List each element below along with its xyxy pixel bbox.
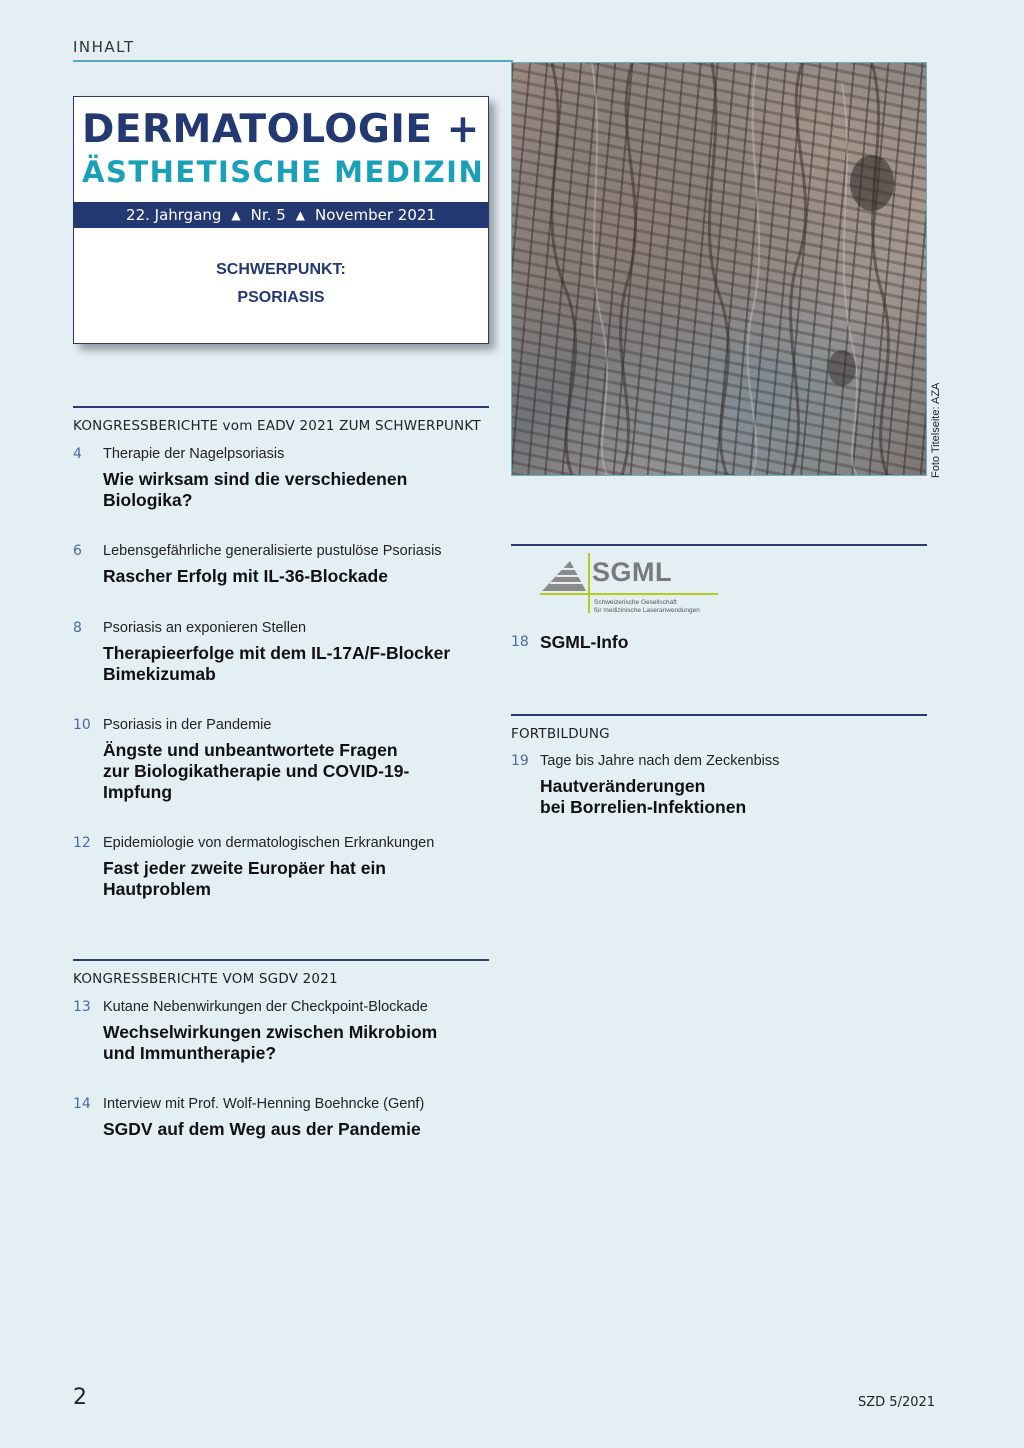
- journal-title-line2: ÄSTHETISCHE MEDIZIN: [82, 155, 485, 189]
- entry-kicker: Therapie der Nagelpsoriasis: [103, 446, 285, 462]
- issue-band: [74, 202, 488, 228]
- title-line: und Immuntherapie?: [103, 1043, 277, 1063]
- section-label-fortbildung: FORTBILDUNG: [511, 726, 610, 742]
- issue-number: Nr. 5: [250, 206, 286, 224]
- entry-page-number: 18: [511, 634, 529, 650]
- volume: 22. Jahrgang: [126, 206, 222, 224]
- section-label-sgdv: KONGRESSBERICHTE VOM SGDV 2021: [73, 971, 338, 987]
- header-rule: [73, 60, 513, 62]
- entry-page-number: 13: [73, 999, 91, 1015]
- title-line: Biologika?: [103, 490, 193, 510]
- entry-page-number: 14: [73, 1096, 91, 1112]
- entry-page-number: 8: [73, 620, 82, 636]
- title-line: Fast jeder zweite Europäer hat ein: [103, 858, 386, 878]
- title-line: Ängste und unbeantwortete Fragen: [103, 740, 398, 760]
- journal-title-box: [73, 96, 489, 344]
- title-line: Bimekizumab: [103, 664, 216, 684]
- sgml-subtitle: [594, 599, 724, 614]
- logo-bar: [540, 593, 718, 595]
- cover-photo: [511, 62, 927, 476]
- issue-reference: SZD 5/2021: [858, 1395, 936, 1410]
- sgml-mountain-icon: [540, 559, 588, 593]
- entry-page-number: 4: [73, 446, 82, 462]
- section-label-eadv: KONGRESSBERICHTE vom EADV 2021 ZUM SCHWERPUNKT: [73, 418, 481, 434]
- sgml-subtitle-line: für medizinische Laseranwendungen: [594, 606, 700, 614]
- entry-kicker: Interview mit Prof. Wolf-Henning Boehncke (Genf): [103, 1096, 425, 1112]
- bark-texture: [512, 63, 926, 475]
- entry-kicker: Epidemiologie von dermatologischen Erkrankungen: [103, 835, 435, 851]
- issue-date: November 2021: [314, 206, 436, 224]
- title-line: SGDV auf dem Weg aus der Pandemie: [103, 1119, 421, 1139]
- title-line: Hautveränderungen: [540, 776, 706, 796]
- photo-credit: Foto Titelseite: AZA: [930, 382, 942, 478]
- triangle-icon: ▲: [295, 208, 305, 222]
- entry-title-link[interactable]: [103, 643, 493, 685]
- section-rule: [511, 714, 927, 716]
- entry-title-link[interactable]: [540, 776, 930, 818]
- entry-title-link[interactable]: [103, 1022, 493, 1064]
- entry-page-number: 10: [73, 717, 91, 733]
- title-line: zur Biologikatherapie und COVID-19-: [103, 761, 410, 781]
- entry-page-number: 6: [73, 543, 82, 559]
- entry-kicker: Psoriasis an exponieren Stellen: [103, 620, 307, 636]
- entry-page-number: 12: [73, 835, 91, 851]
- title-line: SGML-Info: [540, 632, 629, 652]
- title-line: Hautproblem: [103, 879, 211, 899]
- focus-topic: PSORIASIS: [237, 289, 325, 306]
- section-header: INHALT: [73, 38, 135, 56]
- entry-title-link[interactable]: [103, 740, 493, 803]
- sgml-wordmark: SGML: [592, 557, 672, 587]
- journal-title-line1: DERMATOLOGIE +: [82, 107, 480, 152]
- entry-kicker: Lebensgefährliche generalisierte pustulöse Psoriasis: [103, 543, 442, 559]
- entry-kicker: Kutane Nebenwirkungen der Checkpoint-Blockade: [103, 999, 428, 1015]
- sgml-logo: [540, 553, 720, 615]
- entry-title-link[interactable]: [103, 1119, 493, 1140]
- section-rule: [73, 406, 489, 408]
- page-number: 2: [73, 1385, 87, 1410]
- triangle-icon: ▲: [231, 208, 241, 222]
- title-line: Wechselwirkungen zwischen Mikrobiom: [103, 1022, 438, 1042]
- entry-title-link[interactable]: [540, 632, 930, 653]
- section-rule: [73, 959, 489, 961]
- section-rule: [511, 544, 927, 546]
- entry-title-link[interactable]: [103, 858, 493, 900]
- title-line: Impfung: [103, 782, 173, 802]
- focus-label: SCHWERPUNKT:: [216, 261, 346, 278]
- title-line: Rascher Erfolg mit IL-36-Blockade: [103, 566, 388, 586]
- entry-page-number: 19: [511, 753, 529, 769]
- sgml-subtitle-line: Schweizerische Gesellschaft: [594, 599, 677, 606]
- entry-title-link[interactable]: [103, 566, 493, 587]
- title-line: Wie wirksam sind die verschiedenen: [103, 469, 408, 489]
- entry-kicker: Psoriasis in der Pandemie: [103, 717, 272, 733]
- title-line: bei Borrelien-Infektionen: [540, 797, 747, 817]
- logo-bar: [588, 553, 590, 613]
- entry-kicker: Tage bis Jahre nach dem Zeckenbiss: [540, 753, 780, 769]
- title-line: Therapieerfolge mit dem IL-17A/F-Blocker: [103, 643, 451, 663]
- entry-title-link[interactable]: [103, 469, 493, 511]
